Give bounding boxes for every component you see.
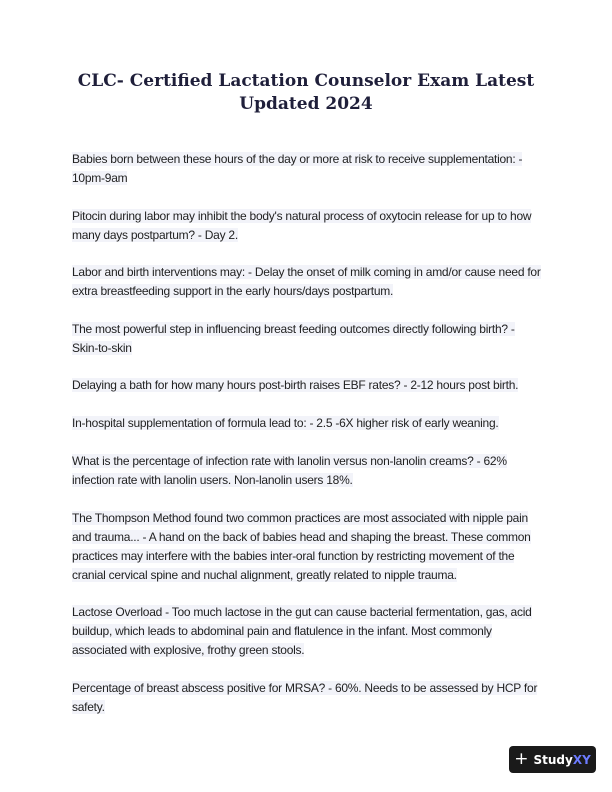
brand-main: Study — [533, 752, 573, 767]
qa-entry-1: Babies born between these hours of the day or more at risk to receive supplementation: - 10pm-9am — [72, 152, 523, 185]
qa-entry-10: Percentage of breast abscess positive for MRSA? - 60%. Needs to be assessed by HCP for safety. — [72, 681, 538, 714]
studyxy-badge[interactable] — [509, 746, 596, 773]
title-line-2: Updated 2024 — [239, 94, 373, 114]
qa-entry-9: Lactose Overload - Too much lactose in the gut can cause bacterial fermentation, gas, acid buildup, which leads to abdominal pain and flatulence in the infant. Most commonly associated with explosive, frothy green stools. — [72, 605, 532, 657]
qa-entry-5: Delaying a bath for how many hours post-birth raises EBF rates? - 2-12 hours post birth. — [72, 378, 519, 392]
qa-entry-6: In-hospital supplementation of formula lead to: - 2.5 -6X higher risk of early weaning. — [72, 416, 499, 430]
document-title — [60, 70, 552, 116]
brand-accent: XY — [572, 752, 591, 767]
qa-entry-7: What is the percentage of infection rate with lanolin versus non-lanolin creams? - 62% infection rate with lanolin users. Non-lanolin users 18%. — [72, 454, 507, 487]
qa-entry-4: The most powerful step in influencing breast feeding outcomes directly following birth? - Skin-to-skin — [72, 322, 515, 355]
qa-entry-2: Pitocin during labor may inhibit the body's natural process of oxytocin release for up to how many days postpartum? - Day 2. — [72, 209, 532, 242]
plus-icon: + — [514, 749, 529, 769]
qa-entry-8: The Thompson Method found two common practices are most associated with nipple pain and trauma... - A hand on the back of babies head and shaping the breast. These common practices may interfere with the babies inter-oral function by restricting movement of the cranial cervical spine and nuchal alignment, greatly related to nipple trauma. — [72, 511, 531, 582]
qa-entry-3: Labor and birth interventions may: - Delay the onset of milk coming in amd/or cause need for extra breastfeeding support in the early hours/days postpartum. — [72, 265, 541, 298]
title-line-1: CLC- Certified Lactation Counselor Exam Latest — [77, 71, 535, 91]
